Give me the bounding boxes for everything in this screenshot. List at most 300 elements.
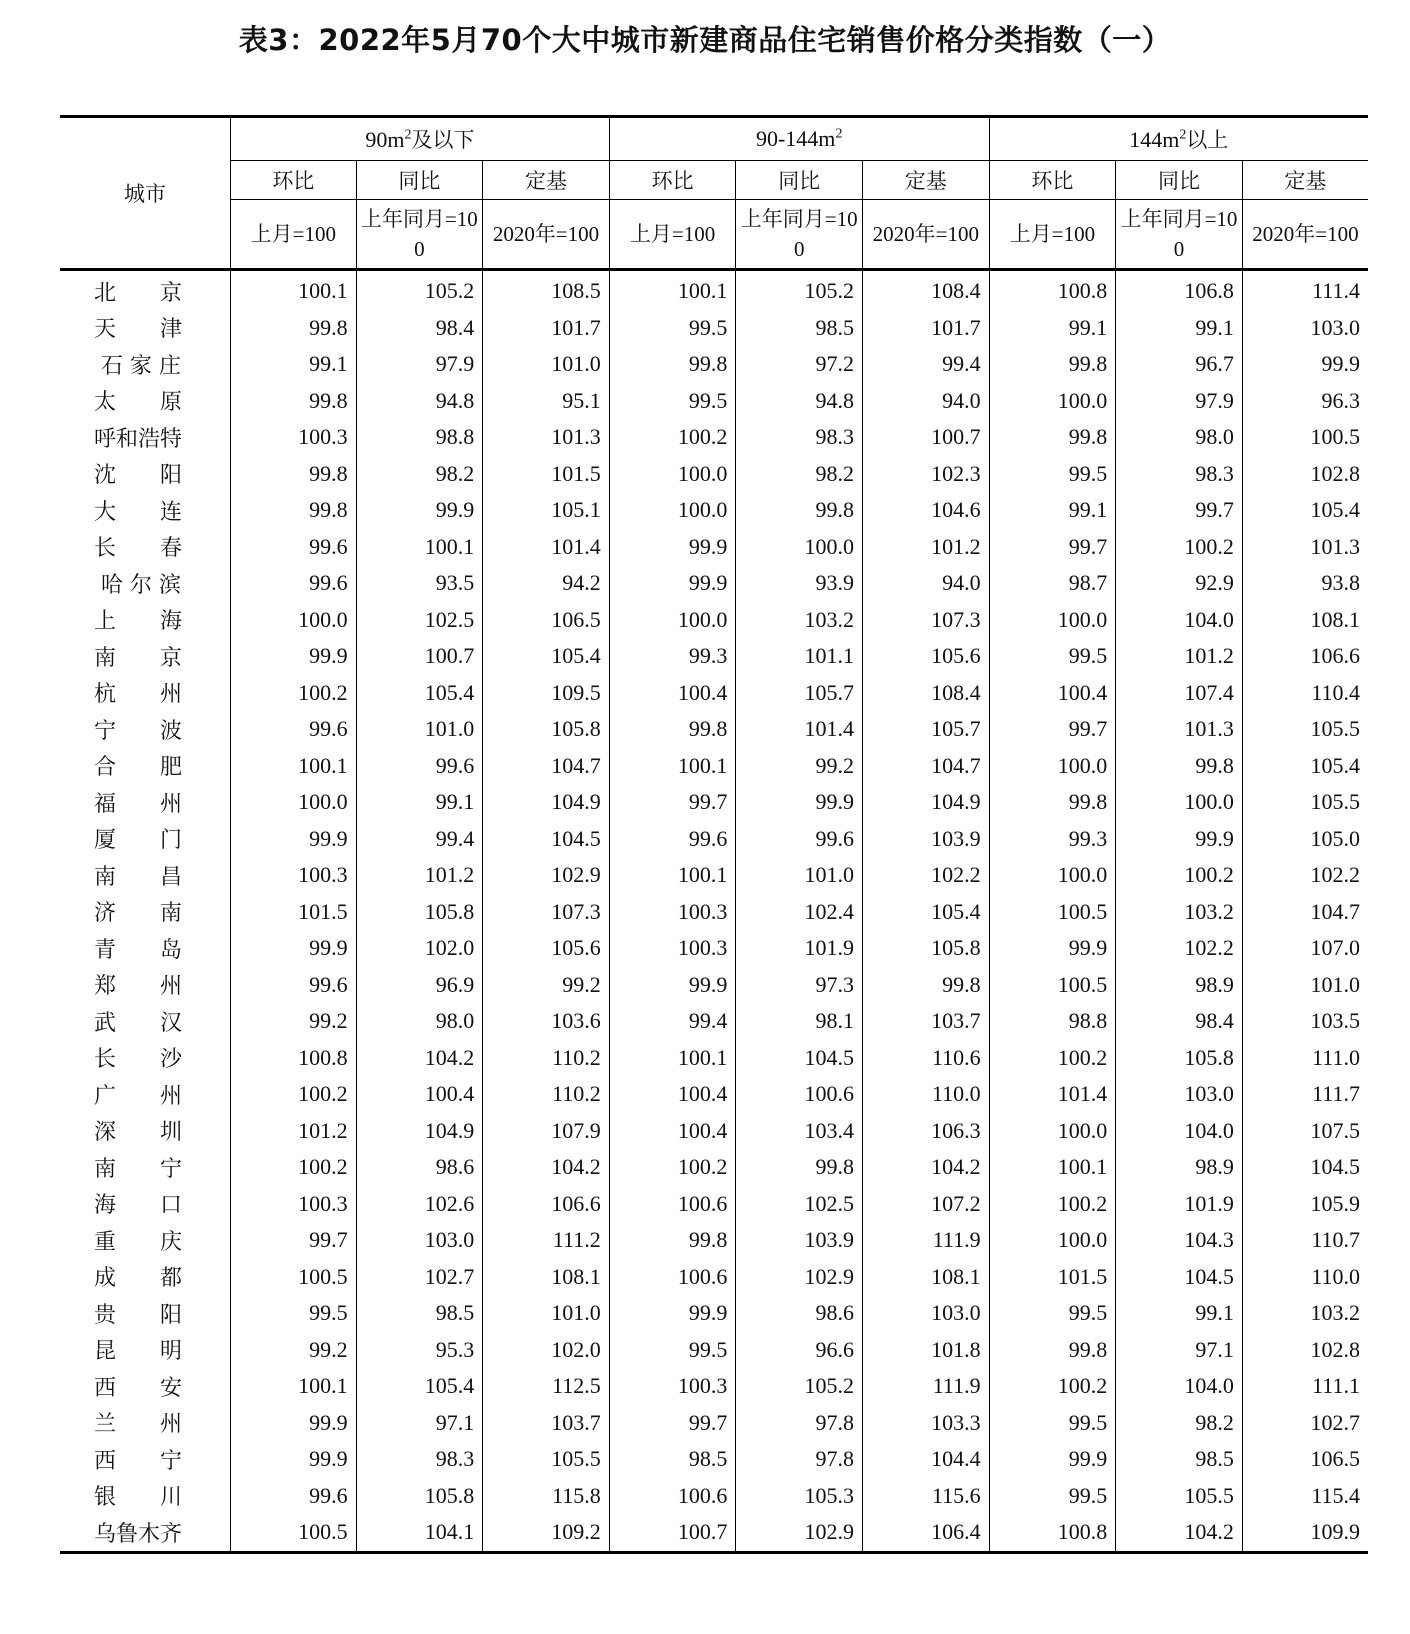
index-value: 97.3 — [736, 967, 863, 1004]
index-value: 101.0 — [736, 857, 863, 894]
index-value: 104.5 — [1242, 1149, 1368, 1186]
index-value: 99.6 — [356, 748, 483, 785]
index-value: 102.8 — [1242, 1332, 1368, 1369]
city-name: 深 圳 — [94, 1120, 183, 1146]
index-value: 101.2 — [356, 857, 483, 894]
index-value: 103.0 — [1242, 310, 1368, 347]
table-row — [60, 821, 1368, 858]
index-value: 97.9 — [1116, 383, 1243, 420]
index-value: 108.4 — [862, 270, 989, 310]
city-name: 长 春 — [94, 536, 183, 562]
index-value: 112.5 — [483, 1368, 610, 1405]
index-value: 100.2 — [609, 1149, 736, 1186]
index-value: 102.2 — [862, 857, 989, 894]
index-value: 98.2 — [1116, 1405, 1243, 1442]
index-value: 102.0 — [356, 930, 483, 967]
index-value: 103.0 — [1116, 1076, 1243, 1113]
index-value: 107.5 — [1242, 1113, 1368, 1150]
index-value: 103.7 — [862, 1003, 989, 1040]
index-value: 102.9 — [736, 1259, 863, 1296]
table-row — [60, 419, 1368, 456]
index-value: 105.2 — [736, 1368, 863, 1405]
index-value: 101.2 — [231, 1113, 357, 1150]
index-value: 106.6 — [1242, 638, 1368, 675]
index-value: 102.5 — [736, 1186, 863, 1223]
index-value: 95.1 — [483, 383, 610, 420]
index-value: 100.0 — [231, 602, 357, 639]
table-row — [60, 967, 1368, 1004]
index-value: 99.8 — [231, 310, 357, 347]
table-row — [60, 1368, 1368, 1405]
index-value: 104.1 — [356, 1514, 483, 1552]
group-header-under-90: $90m^2$及以下 — [231, 117, 610, 161]
table-row — [60, 529, 1368, 566]
table-row — [60, 383, 1368, 420]
index-value: 110.0 — [862, 1076, 989, 1113]
index-value: 104.0 — [1116, 602, 1243, 639]
table-row — [60, 346, 1368, 383]
group-header-over-144: $144m^2$以上 — [989, 117, 1368, 161]
index-value: 106.4 — [862, 1514, 989, 1552]
base-header-mom: 上月=100 — [989, 200, 1116, 270]
index-value: 103.2 — [1242, 1295, 1368, 1332]
index-value: 94.0 — [862, 383, 989, 420]
index-value: 94.0 — [862, 565, 989, 602]
city-name: 北 京 — [94, 280, 183, 306]
city-name: 合 肥 — [94, 755, 183, 781]
sub-header-mom: 环比 — [989, 161, 1116, 200]
index-value: 99.5 — [989, 1295, 1116, 1332]
index-value: 110.0 — [1242, 1259, 1368, 1296]
index-value: 105.4 — [356, 1368, 483, 1405]
index-value: 100.2 — [231, 1149, 357, 1186]
index-value: 99.5 — [989, 1405, 1116, 1442]
index-value: 98.0 — [1116, 419, 1243, 456]
sub-header-mom: 环比 — [231, 161, 357, 200]
index-value: 100.0 — [989, 383, 1116, 420]
index-value: 105.5 — [1116, 1478, 1243, 1515]
index-value: 98.8 — [989, 1003, 1116, 1040]
index-value: 102.8 — [1242, 456, 1368, 493]
index-value: 99.4 — [609, 1003, 736, 1040]
index-value: 99.6 — [231, 529, 357, 566]
index-value: 105.0 — [1242, 821, 1368, 858]
index-value: 104.4 — [862, 1441, 989, 1478]
city-name: 沈 阳 — [94, 463, 183, 489]
city-name: 南 京 — [94, 645, 183, 671]
index-value: 99.9 — [989, 1441, 1116, 1478]
index-value: 105.7 — [736, 675, 863, 712]
sub-header-fixed-base: 定基 — [862, 161, 989, 200]
index-value: 99.8 — [989, 346, 1116, 383]
index-value: 99.2 — [231, 1003, 357, 1040]
city-name: 杭 州 — [94, 682, 183, 708]
index-value: 99.8 — [989, 419, 1116, 456]
index-value: 111.0 — [1242, 1040, 1368, 1077]
index-value: 105.8 — [356, 894, 483, 931]
base-header-mom: 上月=100 — [609, 200, 736, 270]
city-name: 乌鲁木齐 — [94, 1521, 183, 1547]
table-row — [60, 456, 1368, 493]
index-value: 105.2 — [356, 270, 483, 310]
index-value: 110.2 — [483, 1040, 610, 1077]
index-value: 100.3 — [231, 857, 357, 894]
index-value: 95.3 — [356, 1332, 483, 1369]
index-value: 101.5 — [231, 894, 357, 931]
index-value: 99.1 — [356, 784, 483, 821]
index-value: 101.0 — [1242, 967, 1368, 1004]
city-name: 大 连 — [94, 499, 183, 525]
index-value: 102.5 — [356, 602, 483, 639]
sub-header-yoy: 同比 — [1116, 161, 1243, 200]
index-value: 101.5 — [483, 456, 610, 493]
index-value: 100.3 — [231, 1186, 357, 1223]
base-header-fixed-base: 2020年=100 — [862, 200, 989, 270]
table-title: 表3：2022年5月70个大中城市新建商品住宅销售价格分类指数（一） — [238, 23, 1172, 57]
index-value: 105.2 — [736, 270, 863, 310]
index-value: 100.5 — [231, 1259, 357, 1296]
index-value: 100.8 — [989, 1514, 1116, 1552]
table-row — [60, 1003, 1368, 1040]
index-value: 105.8 — [1116, 1040, 1243, 1077]
index-value: 99.6 — [609, 821, 736, 858]
table-row — [60, 602, 1368, 639]
index-value: 102.0 — [483, 1332, 610, 1369]
index-value: 98.9 — [1116, 1149, 1243, 1186]
index-value: 105.6 — [862, 638, 989, 675]
index-value: 101.5 — [989, 1259, 1116, 1296]
index-value: 105.4 — [483, 638, 610, 675]
index-value: 101.9 — [1116, 1186, 1243, 1223]
index-value: 106.6 — [483, 1186, 610, 1223]
index-value: 108.1 — [483, 1259, 610, 1296]
index-value: 100.1 — [231, 748, 357, 785]
index-value: 99.1 — [989, 492, 1116, 529]
index-value: 103.5 — [1242, 1003, 1368, 1040]
table-row — [60, 1478, 1368, 1515]
index-value: 99.2 — [231, 1332, 357, 1369]
city-name: 呼和浩特 — [94, 426, 183, 452]
index-value: 99.6 — [231, 711, 357, 748]
index-value: 102.2 — [1116, 930, 1243, 967]
index-value: 99.5 — [609, 383, 736, 420]
index-value: 99.1 — [1116, 310, 1243, 347]
index-value: 103.9 — [862, 821, 989, 858]
index-value: 99.5 — [231, 1295, 357, 1332]
index-value: 107.2 — [862, 1186, 989, 1223]
table-row — [60, 1186, 1368, 1223]
index-value: 99.7 — [609, 784, 736, 821]
index-value: 104.6 — [862, 492, 989, 529]
index-value: 100.1 — [609, 270, 736, 310]
index-value: 92.9 — [1116, 565, 1243, 602]
index-value: 105.8 — [862, 930, 989, 967]
index-value: 100.0 — [1116, 784, 1243, 821]
city-name: 兰 州 — [94, 1412, 183, 1438]
index-value: 107.0 — [1242, 930, 1368, 967]
index-value: 93.8 — [1242, 565, 1368, 602]
index-value: 105.4 — [1242, 492, 1368, 529]
index-value: 108.4 — [862, 675, 989, 712]
sub-header-mom: 环比 — [609, 161, 736, 200]
index-value: 101.0 — [356, 711, 483, 748]
index-value: 100.1 — [231, 1368, 357, 1405]
index-value: 104.7 — [1242, 894, 1368, 931]
table-row — [60, 565, 1368, 602]
index-value: 100.8 — [989, 270, 1116, 310]
index-value: 100.6 — [609, 1186, 736, 1223]
index-value: 111.1 — [1242, 1368, 1368, 1405]
index-value: 101.4 — [483, 529, 610, 566]
index-value: 102.6 — [356, 1186, 483, 1223]
index-value: 102.7 — [1242, 1405, 1368, 1442]
index-value: 99.9 — [609, 1295, 736, 1332]
index-value: 104.2 — [356, 1040, 483, 1077]
index-value: 100.3 — [609, 1368, 736, 1405]
index-value: 102.9 — [736, 1514, 863, 1552]
index-value: 100.4 — [609, 675, 736, 712]
table-row — [60, 1040, 1368, 1077]
city-name: 青 岛 — [94, 937, 183, 963]
index-value: 100.0 — [989, 1113, 1116, 1150]
index-value: 99.2 — [483, 967, 610, 1004]
table-row — [60, 1259, 1368, 1296]
index-value: 99.7 — [989, 529, 1116, 566]
index-value: 98.7 — [989, 565, 1116, 602]
city-name: 武 汉 — [94, 1010, 183, 1036]
sub-header-fixed-base: 定基 — [1242, 161, 1368, 200]
index-value: 107.4 — [1116, 675, 1243, 712]
index-value: 101.3 — [1116, 711, 1243, 748]
index-value: 104.7 — [483, 748, 610, 785]
table-body — [60, 270, 1368, 1553]
city-name: 长 沙 — [94, 1047, 183, 1073]
index-value: 99.7 — [609, 1405, 736, 1442]
base-header-fixed-base: 2020年=100 — [1242, 200, 1368, 270]
table-row — [60, 894, 1368, 931]
index-value: 108.1 — [1242, 602, 1368, 639]
table-row — [60, 1149, 1368, 1186]
index-value: 99.1 — [1116, 1295, 1243, 1332]
index-value: 100.7 — [609, 1514, 736, 1552]
index-value: 99.8 — [989, 1332, 1116, 1369]
index-value: 110.7 — [1242, 1222, 1368, 1259]
index-value: 101.2 — [862, 529, 989, 566]
city-name: 重 庆 — [94, 1229, 183, 1255]
index-value: 107.3 — [862, 602, 989, 639]
index-value: 100.6 — [609, 1259, 736, 1296]
index-value: 101.7 — [862, 310, 989, 347]
index-value: 108.1 — [862, 1259, 989, 1296]
index-value: 100.5 — [231, 1514, 357, 1552]
index-value: 104.9 — [356, 1113, 483, 1150]
city-name: 南 宁 — [94, 1156, 183, 1182]
city-name: 哈 尔 滨 — [94, 572, 181, 598]
city-name: 厦 门 — [94, 828, 183, 854]
index-value: 104.5 — [736, 1040, 863, 1077]
sub-header-yoy: 同比 — [736, 161, 863, 200]
index-value: 99.8 — [609, 1222, 736, 1259]
index-value: 100.2 — [1116, 857, 1243, 894]
index-value: 99.8 — [736, 492, 863, 529]
index-value: 99.2 — [736, 748, 863, 785]
index-value: 101.0 — [483, 1295, 610, 1332]
index-value: 100.2 — [609, 419, 736, 456]
table-row — [60, 857, 1368, 894]
index-value: 104.0 — [1116, 1368, 1243, 1405]
index-value: 100.2 — [1116, 529, 1243, 566]
index-value: 104.9 — [862, 784, 989, 821]
index-value: 100.4 — [609, 1113, 736, 1150]
index-value: 110.4 — [1242, 675, 1368, 712]
index-value: 98.6 — [736, 1295, 863, 1332]
city-name: 济 南 — [94, 901, 183, 927]
index-value: 100.2 — [989, 1368, 1116, 1405]
city-name: 西 宁 — [94, 1448, 183, 1474]
index-value: 98.4 — [356, 310, 483, 347]
index-value: 99.9 — [1116, 821, 1243, 858]
index-value: 100.4 — [609, 1076, 736, 1113]
index-value: 100.1 — [609, 1040, 736, 1077]
index-value: 105.4 — [356, 675, 483, 712]
index-value: 101.4 — [736, 711, 863, 748]
table-row — [60, 1295, 1368, 1332]
index-value: 99.9 — [609, 565, 736, 602]
base-header-yoy: 上年同月=100 — [736, 200, 863, 270]
city-name: 宁 波 — [94, 718, 183, 744]
index-value: 97.8 — [736, 1405, 863, 1442]
index-value: 96.6 — [736, 1332, 863, 1369]
index-value: 98.5 — [609, 1441, 736, 1478]
index-value: 102.7 — [356, 1259, 483, 1296]
index-value: 93.9 — [736, 565, 863, 602]
sub-header-fixed-base: 定基 — [483, 161, 610, 200]
index-value: 100.8 — [231, 1040, 357, 1077]
index-value: 108.5 — [483, 270, 610, 310]
index-value: 100.3 — [609, 894, 736, 931]
index-value: 100.0 — [609, 456, 736, 493]
index-value: 100.5 — [1242, 419, 1368, 456]
index-value: 99.8 — [609, 711, 736, 748]
index-value: 104.7 — [862, 748, 989, 785]
index-value: 98.3 — [736, 419, 863, 456]
index-value: 100.3 — [609, 930, 736, 967]
index-value: 105.8 — [356, 1478, 483, 1515]
index-value: 99.9 — [356, 492, 483, 529]
index-value: 106.5 — [483, 602, 610, 639]
index-value: 100.5 — [989, 894, 1116, 931]
index-value: 99.9 — [736, 784, 863, 821]
index-value: 99.1 — [989, 310, 1116, 347]
table-row — [60, 1113, 1368, 1150]
index-value: 106.3 — [862, 1113, 989, 1150]
table-row — [60, 748, 1368, 785]
index-value: 99.8 — [989, 784, 1116, 821]
city-name: 银 川 — [94, 1485, 183, 1511]
index-value: 105.4 — [862, 894, 989, 931]
index-value: 99.6 — [231, 967, 357, 1004]
index-value: 100.2 — [989, 1040, 1116, 1077]
city-name: 广 州 — [94, 1083, 183, 1109]
index-value: 99.9 — [989, 930, 1116, 967]
index-value: 103.4 — [736, 1113, 863, 1150]
city-name: 海 口 — [94, 1193, 183, 1219]
index-value: 101.1 — [736, 638, 863, 675]
index-value: 100.4 — [989, 675, 1116, 712]
index-value: 99.8 — [736, 1149, 863, 1186]
index-value: 100.0 — [736, 529, 863, 566]
index-value: 111.9 — [862, 1368, 989, 1405]
index-value: 99.1 — [231, 346, 357, 383]
index-value: 99.3 — [989, 821, 1116, 858]
index-value: 100.0 — [989, 1222, 1116, 1259]
index-value: 99.9 — [231, 1405, 357, 1442]
index-value: 103.7 — [483, 1405, 610, 1442]
index-value: 115.6 — [862, 1478, 989, 1515]
index-value: 101.9 — [736, 930, 863, 967]
index-value: 99.8 — [231, 456, 357, 493]
city-name: 福 州 — [94, 791, 183, 817]
index-value: 115.8 — [483, 1478, 610, 1515]
index-value: 93.5 — [356, 565, 483, 602]
index-value: 100.1 — [609, 857, 736, 894]
index-value: 103.3 — [862, 1405, 989, 1442]
index-value: 105.5 — [1242, 711, 1368, 748]
index-value: 104.5 — [1116, 1259, 1243, 1296]
index-value: 99.5 — [609, 310, 736, 347]
index-value: 100.5 — [989, 967, 1116, 1004]
index-value: 105.9 — [1242, 1186, 1368, 1223]
index-value: 98.5 — [1116, 1441, 1243, 1478]
base-header-yoy: 上年同月=100 — [356, 200, 483, 270]
index-value: 111.9 — [862, 1222, 989, 1259]
index-value: 102.2 — [1242, 857, 1368, 894]
index-value: 98.4 — [1116, 1003, 1243, 1040]
index-value: 100.4 — [356, 1076, 483, 1113]
index-value: 104.2 — [862, 1149, 989, 1186]
index-value: 98.2 — [356, 456, 483, 493]
city-name: 成 都 — [94, 1266, 183, 1292]
index-value: 100.0 — [231, 784, 357, 821]
index-value: 100.0 — [609, 492, 736, 529]
index-value: 99.3 — [609, 638, 736, 675]
index-value: 99.8 — [231, 383, 357, 420]
city-column-header: 城市 — [60, 117, 231, 270]
index-value: 111.2 — [483, 1222, 610, 1259]
sub-header-yoy: 同比 — [356, 161, 483, 200]
index-value: 97.8 — [736, 1441, 863, 1478]
index-value: 97.9 — [356, 346, 483, 383]
index-value: 99.6 — [736, 821, 863, 858]
index-value: 98.3 — [356, 1441, 483, 1478]
index-value: 94.2 — [483, 565, 610, 602]
index-value: 98.2 — [736, 456, 863, 493]
index-value: 96.9 — [356, 967, 483, 1004]
table-row — [60, 784, 1368, 821]
table-row — [60, 310, 1368, 347]
index-value: 101.8 — [862, 1332, 989, 1369]
table-row — [60, 1514, 1368, 1552]
index-value: 106.8 — [1116, 270, 1243, 310]
index-value: 100.2 — [231, 675, 357, 712]
index-value: 105.6 — [483, 930, 610, 967]
index-value: 111.4 — [1242, 270, 1368, 310]
index-value: 100.7 — [862, 419, 989, 456]
city-name: 石 家 庄 — [94, 353, 181, 379]
index-value: 99.7 — [1116, 492, 1243, 529]
index-value: 99.4 — [356, 821, 483, 858]
index-value: 109.2 — [483, 1514, 610, 1552]
